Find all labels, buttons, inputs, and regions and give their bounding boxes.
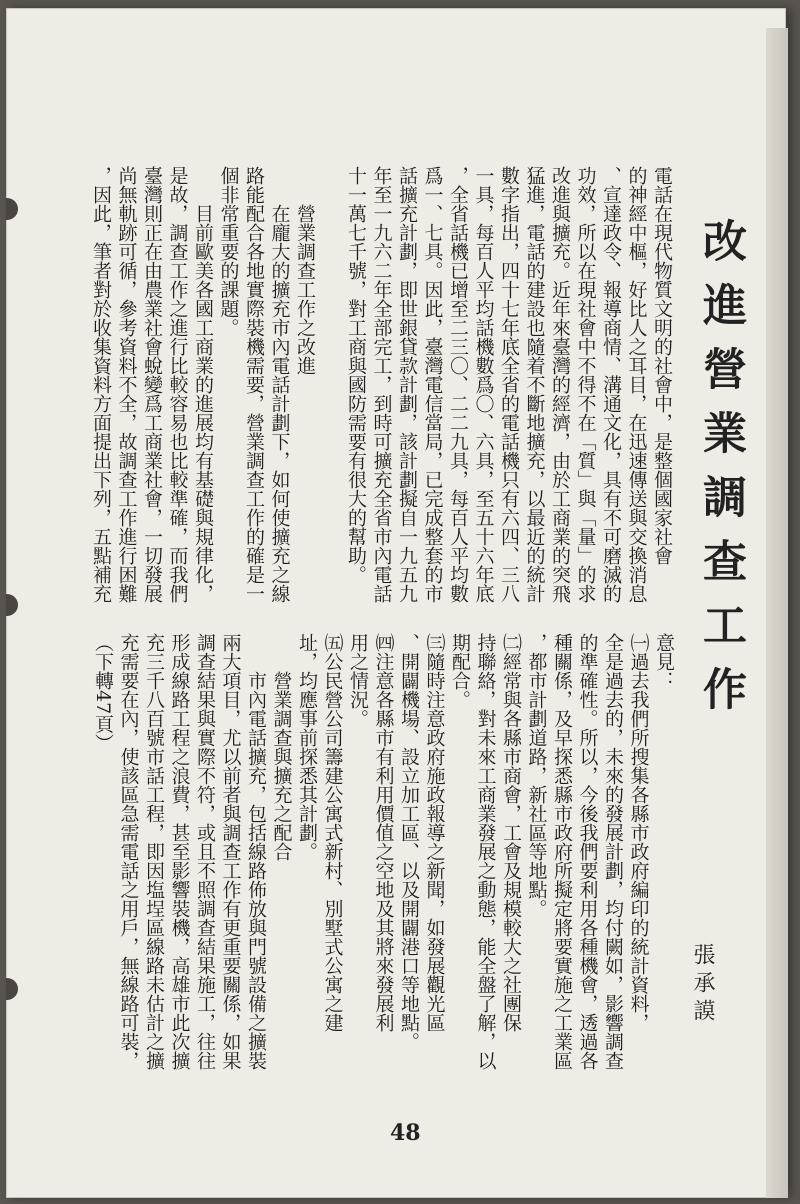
text-column: 年至一九六二年全部完工，到時可擴充全省市內電話 (370, 166, 393, 603)
text-column: 、開闢機場、設立加工區、以及開闢港口等地點。 (398, 633, 420, 1051)
text-column: 臺灣則正在由農業社會蛻變爲工商業社會，一切發展 (141, 166, 163, 603)
text-column: 的準確性。所以，今後我們要利用各種機會，透過各 (576, 633, 599, 1070)
text-column: 營業調查工作之改進 (294, 166, 316, 375)
text-column: 猛進，電話的建設也隨着不斷地擴充，以最近的統計 (523, 166, 546, 603)
text-column: ㈠過去我們所搜集各縣市政府編印的統計資料， (627, 633, 650, 1032)
text-column: 充需要在內，使該區急需電話之用戶，無線路可裝， (117, 633, 140, 1070)
text-column: 兩大項目，尤以前者與調查工作有更重要關係，如果 (219, 633, 242, 1070)
text-column: ㈣注意各縣市有利用價值之空地及其將來發展利 (372, 633, 395, 1032)
text-column: ㈢隨時注意政府施政報導之新聞，如發展觀光區 (423, 633, 446, 1032)
text-column: ，因此，筆者對於收集資料方面提出下列，五點補充 (90, 166, 112, 603)
article-title: 改進營業調查工作 (695, 218, 746, 730)
binding-hole (6, 198, 18, 220)
text-column: 一具，每百人平均話機數爲〇、六具，至五十六年底 (472, 166, 495, 603)
text-column: 市內電話擴充，包括線路佈放與門號設備之擴裝 (245, 633, 267, 1070)
text-column: 、宣達政令、報導商情、溝通文化，具有不可磨滅的 (600, 166, 622, 603)
text-column: 個非常重要的課題。 (217, 166, 240, 337)
text-column: 全是過去的，未來的發展計劃，均付闕如，影響調查 (602, 633, 624, 1070)
text-column: 目前歐美各國工商業的進展均有基礎與規律化， (192, 166, 214, 603)
text-column: 尚無軌跡可循，參考資料不全，故調查工作進行困難 (115, 166, 138, 603)
text-column: ，全省話機已增至二三〇、二二九具，每百人平均數 (447, 166, 469, 603)
text-column: （下轉47頁） (92, 633, 114, 753)
text-column: 充三千八百號市話工程，即因塩埕區線路未估計之擴 (143, 633, 165, 1070)
page-edge (766, 28, 788, 1198)
text-column: 用之情況。 (347, 633, 369, 728)
text-column: 功效，所以在現社會中不得不在「質」與「量」的求 (574, 166, 597, 603)
text-column: 調查結果與實際不符，或且不照調查結果施工，往往 (194, 633, 216, 1070)
text-column: 十一萬七千號，對工商與國防需要有很大的幫助。 (345, 166, 367, 584)
text-column: 形成線路工程之浪費，甚至影響裝機，高雄市此次擴 (168, 633, 191, 1070)
text-column: 意見： (653, 633, 675, 690)
text-column: 的神經中樞，好比人之耳目，在迅速傳送與交換消息 (625, 166, 648, 603)
text-column: ㈤公民營公司籌建公寓式新村、別墅式公寓之建 (321, 633, 344, 1032)
binding-hole (6, 594, 18, 616)
text-column: 種關係，及早探悉縣市政府所擬定將要實施之工業區 (551, 633, 573, 1070)
text-column: ，都市計劃道路，新社區等地點。 (525, 633, 548, 918)
page-number: 48 (390, 1120, 421, 1146)
text-column: 期配合。 (449, 633, 471, 709)
article-author: 張承謨 (690, 943, 715, 1027)
binding-hole (6, 978, 18, 1000)
text-column: ㈡經常與各縣市商會，工會及規模較大之社團保 (500, 633, 522, 1032)
text-column: 址，均應事前探悉其計劃。 (296, 633, 318, 861)
text-column: 是故，調查工作之進行比較容易也比較準確，而我們 (166, 166, 189, 603)
text-column: 改進與擴充。近年來臺灣的經濟，由於工商業的突飛 (549, 166, 571, 603)
upper-text-block (90, 166, 674, 606)
text-column: 電話在現代物質文明的社會中，是整個國家社會 (651, 166, 673, 565)
lower-text-block (86, 633, 676, 1103)
text-column: 數字指出，四十七年底全省的電話機只有六四、三八 (498, 166, 520, 603)
text-column (317, 166, 343, 606)
text-column: 路能配合各地實際裝機需要，營業調查工作的確是一 (243, 166, 265, 603)
text-column: 話擴充計劃，即世銀貸款計劃，該計劃擬自一九五九 (396, 166, 418, 603)
text-column: 營業調查與擴充之配合 (270, 633, 293, 861)
text-column: 持聯絡，對未來工商業發展之動態，能全盤了解，以 (474, 633, 497, 1070)
text-column: 爲一、七具。因此，臺灣電信當局，已完成整套的市 (421, 166, 444, 603)
journal-page (6, 8, 786, 1198)
text-column: 在龐大的擴充市內電話計劃下，如何使擴充之線 (268, 166, 291, 603)
